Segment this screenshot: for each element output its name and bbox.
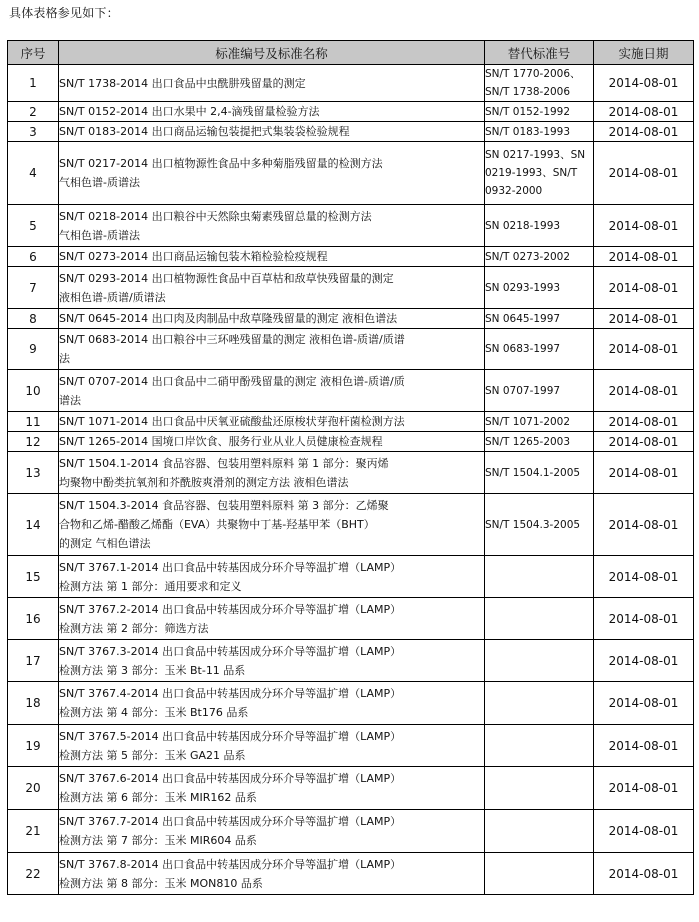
cell-standard-name	[59, 412, 485, 432]
replaced-standard-line: 0219-1993、SN/T	[485, 167, 578, 179]
standard-name-line: 气相色谱-质谱法	[59, 228, 140, 242]
table-row	[8, 205, 694, 247]
table-row	[8, 640, 694, 682]
cell-seq: 10	[8, 370, 59, 412]
standard-name-line: 检测方法 第 4 部分：玉米 Bt176 品系	[59, 706, 249, 719]
cell-seq: 7	[8, 267, 59, 309]
cell-seq: 9	[8, 329, 59, 370]
table-row	[8, 309, 694, 329]
cell-date: 2014-08-01	[594, 853, 694, 895]
cell-standard-name	[59, 767, 485, 810]
cell-seq: 4	[8, 142, 59, 205]
table-row	[8, 725, 694, 767]
replaced-standard-line: SN/T 1265-2003	[485, 435, 571, 448]
standard-name-line: 合物和乙烯-醋酸乙烯酯（EVA）共聚物中丁基-羟基甲苯（BHT）	[59, 518, 375, 531]
standard-name-line: 检测方法 第 6 部分：玉米 MIR162 品系	[59, 791, 257, 804]
cell-date: 2014-08-01	[594, 432, 694, 452]
replaced-standard-line: SN/T 1504.1-2005	[485, 466, 581, 479]
standard-name-line: SN/T 0293-2014 出口植物源性食品中百草枯和敌草快残留量的测定	[59, 271, 394, 285]
replaced-standard-line: SN/T 0273-2002	[485, 250, 571, 263]
cell-replaced-standard	[485, 309, 594, 329]
cell-standard-name	[59, 102, 485, 122]
cell-standard-name	[59, 432, 485, 452]
standard-name-line: SN/T 3767.1-2014 出口食品中转基因成分环介导等温扩增（LAMP）	[59, 560, 402, 574]
cell-standard-name	[59, 309, 485, 329]
cell-replaced-standard	[485, 370, 594, 412]
table-body	[8, 65, 694, 895]
cell-date: 2014-08-01	[594, 810, 694, 853]
replaced-standard-line: SN 0293-1993	[485, 281, 561, 294]
table-row	[8, 102, 694, 122]
standard-name-line: 检测方法 第 1 部分：通用要求和定义	[59, 579, 242, 593]
replaced-standard-line: SN/T 1770-2006、	[485, 68, 581, 80]
standard-name-line: SN/T 1504.3-2014 食品容器、包装用塑料原料 第 3 部分：乙烯聚	[59, 499, 389, 512]
standard-name-line: SN/T 0707-2014 出口食品中二硝甲酚残留量的测定 液相色谱-质谱/质	[59, 374, 405, 388]
cell-seq: 13	[8, 452, 59, 494]
standard-name-line: SN/T 0683-2014 出口粮谷中三环唑残留量的测定 液相色谱-质谱/质谱	[59, 333, 405, 346]
cell-standard-name	[59, 370, 485, 412]
table-row	[8, 267, 694, 309]
cell-standard-name	[59, 810, 485, 853]
cell-seq: 2	[8, 102, 59, 122]
cell-standard-name	[59, 556, 485, 598]
standard-name-line: 检测方法 第 5 部分：玉米 GA21 品系	[59, 748, 246, 762]
standard-name-line: SN/T 0217-2014 出口植物源性食品中多种菊脂残留量的检测方法	[59, 157, 383, 170]
cell-replaced-standard	[485, 810, 594, 853]
standard-name-line: 谱法	[59, 393, 81, 407]
table-row	[8, 122, 694, 142]
table-row	[8, 142, 694, 205]
cell-seq: 11	[8, 412, 59, 432]
cell-seq: 19	[8, 725, 59, 767]
cell-date: 2014-08-01	[594, 682, 694, 725]
cell-date: 2014-08-01	[594, 329, 694, 370]
cell-standard-name	[59, 682, 485, 725]
cell-date: 2014-08-01	[594, 65, 694, 102]
cell-date: 2014-08-01	[594, 247, 694, 267]
cell-seq: 18	[8, 682, 59, 725]
header-replaced: 替代标准号	[485, 41, 594, 65]
standard-name-line: SN/T 1071-2014 出口食品中厌氧亚硫酸盐还原梭状芽孢杆菌检测方法	[59, 415, 405, 428]
cell-replaced-standard	[485, 682, 594, 725]
standard-name-line: 检测方法 第 7 部分：玉米 MIR604 品系	[59, 834, 257, 847]
cell-date: 2014-08-01	[594, 122, 694, 142]
cell-replaced-standard	[485, 102, 594, 122]
cell-standard-name	[59, 598, 485, 640]
table-row	[8, 452, 694, 494]
standard-name-line: SN/T 3767.2-2014 出口食品中转基因成分环介导等温扩增（LAMP）	[59, 602, 402, 616]
table-row	[8, 65, 694, 102]
standard-name-line: SN/T 0183-2014 出口商品运输包装提把式集装袋检验规程	[59, 125, 350, 138]
cell-replaced-standard	[485, 412, 594, 432]
standards-table	[7, 40, 694, 895]
cell-date: 2014-08-01	[594, 494, 694, 556]
table-row	[8, 247, 694, 267]
cell-date: 2014-08-01	[594, 205, 694, 247]
table-row	[8, 329, 694, 370]
cell-seq: 15	[8, 556, 59, 598]
standard-name-line: SN/T 3767.4-2014 出口食品中转基因成分环介导等温扩增（LAMP）	[59, 687, 402, 700]
cell-date: 2014-08-01	[594, 309, 694, 329]
table-row	[8, 432, 694, 452]
header-date: 实施日期	[594, 41, 694, 65]
table-row	[8, 598, 694, 640]
standard-name-line: SN/T 3767.8-2014 出口食品中转基因成分环介导等温扩增（LAMP）	[59, 857, 402, 871]
cell-replaced-standard	[485, 640, 594, 682]
table-row	[8, 767, 694, 810]
cell-standard-name	[59, 329, 485, 370]
standard-name-line: 法	[59, 352, 70, 365]
cell-seq: 14	[8, 494, 59, 556]
cell-date: 2014-08-01	[594, 102, 694, 122]
replaced-standard-line: SN 0218-1993	[485, 219, 561, 232]
intro-text: 具体表格参见如下：	[9, 6, 119, 20]
cell-replaced-standard	[485, 853, 594, 895]
cell-seq: 8	[8, 309, 59, 329]
cell-date: 2014-08-01	[594, 640, 694, 682]
standard-name-line: SN/T 0218-2014 出口粮谷中天然除虫菊素残留总量的检测方法	[59, 209, 372, 223]
cell-date: 2014-08-01	[594, 598, 694, 640]
cell-date: 2014-08-01	[594, 725, 694, 767]
cell-date: 2014-08-01	[594, 556, 694, 598]
cell-standard-name	[59, 725, 485, 767]
standard-name-line: SN/T 1265-2014 国境口岸饮食、服务行业从业人员健康检查规程	[59, 435, 383, 448]
replaced-standard-line: SN 0707-1997	[485, 384, 561, 397]
cell-replaced-standard	[485, 205, 594, 247]
cell-date: 2014-08-01	[594, 452, 694, 494]
header-name: 标准编号及标准名称	[59, 41, 485, 65]
table-row	[8, 810, 694, 853]
cell-standard-name	[59, 205, 485, 247]
standard-name-line: 检测方法 第 8 部分：玉米 MON810 品系	[59, 876, 263, 890]
standard-name-line: 液相色谱-质谱/质谱法	[59, 290, 166, 304]
cell-replaced-standard	[485, 725, 594, 767]
cell-seq: 6	[8, 247, 59, 267]
cell-standard-name	[59, 122, 485, 142]
replaced-standard-line: SN/T 0152-1992	[485, 105, 571, 118]
replaced-standard-line: SN/T 1738-2006	[485, 86, 571, 98]
standard-name-line: 的测定 气相色谱法	[59, 537, 151, 550]
cell-date: 2014-08-01	[594, 412, 694, 432]
cell-standard-name	[59, 494, 485, 556]
standard-name-line: SN/T 3767.6-2014 出口食品中转基因成分环介导等温扩增（LAMP）	[59, 772, 402, 785]
cell-replaced-standard	[485, 65, 594, 102]
cell-date: 2014-08-01	[594, 767, 694, 810]
standard-name-line: 检测方法 第 3 部分：玉米 Bt-11 品系	[59, 663, 246, 677]
cell-seq: 1	[8, 65, 59, 102]
standard-name-line: SN/T 0273-2014 出口商品运输包装木箱检验检疫规程	[59, 250, 328, 263]
cell-replaced-standard	[485, 556, 594, 598]
replaced-standard-line: 0932-2000	[485, 185, 543, 197]
table-row	[8, 370, 694, 412]
replaced-standard-line: SN/T 0183-1993	[485, 125, 571, 138]
replaced-standard-line: SN 0683-1997	[485, 343, 561, 355]
cell-standard-name	[59, 247, 485, 267]
cell-replaced-standard	[485, 452, 594, 494]
standard-name-line: SN/T 0645-2014 出口肉及肉制品中敌草隆残留量的测定 液相色谱法	[59, 312, 398, 325]
cell-seq: 12	[8, 432, 59, 452]
cell-replaced-standard	[485, 329, 594, 370]
standard-name-line: SN/T 3767.5-2014 出口食品中转基因成分环介导等温扩增（LAMP）	[59, 729, 402, 743]
standard-name-line: 均聚物中酚类抗氧剂和芥酰胺爽滑剂的测定方法 液相色谱法	[59, 475, 349, 489]
table-row	[8, 412, 694, 432]
standard-name-line: SN/T 3767.7-2014 出口食品中转基因成分环介导等温扩增（LAMP）	[59, 815, 402, 828]
cell-date: 2014-08-01	[594, 370, 694, 412]
table-row	[8, 853, 694, 895]
cell-seq: 3	[8, 122, 59, 142]
cell-replaced-standard	[485, 432, 594, 452]
cell-date: 2014-08-01	[594, 267, 694, 309]
table-row	[8, 682, 694, 725]
replaced-standard-line: SN/T 1504.3-2005	[485, 518, 581, 531]
cell-replaced-standard	[485, 247, 594, 267]
standard-name-line: 检测方法 第 2 部分：筛选方法	[59, 621, 209, 635]
cell-standard-name	[59, 65, 485, 102]
standard-name-line: SN/T 0152-2014 出口水果中 2,4-滴残留量检验方法	[59, 105, 320, 118]
cell-replaced-standard	[485, 598, 594, 640]
cell-seq: 22	[8, 853, 59, 895]
cell-standard-name	[59, 640, 485, 682]
cell-replaced-standard	[485, 142, 594, 205]
replaced-standard-line: SN 0217-1993、SN	[485, 149, 586, 161]
replaced-standard-line: SN 0645-1997	[485, 312, 561, 325]
cell-seq: 17	[8, 640, 59, 682]
table-header-row	[8, 41, 694, 65]
standard-name-line: SN/T 1738-2014 出口食品中虫酰肼残留量的测定	[59, 76, 306, 90]
cell-standard-name	[59, 452, 485, 494]
cell-replaced-standard	[485, 267, 594, 309]
standard-name-line: SN/T 3767.3-2014 出口食品中转基因成分环介导等温扩增（LAMP）	[59, 644, 402, 658]
cell-standard-name	[59, 142, 485, 205]
standard-name-line: 气相色谱-质谱法	[59, 176, 140, 189]
cell-seq: 5	[8, 205, 59, 247]
cell-standard-name	[59, 267, 485, 309]
cell-standard-name	[59, 853, 485, 895]
cell-replaced-standard	[485, 767, 594, 810]
cell-seq: 16	[8, 598, 59, 640]
table-row	[8, 494, 694, 556]
standard-name-line: SN/T 1504.1-2014 食品容器、包装用塑料原料 第 1 部分：聚丙烯	[59, 456, 389, 470]
replaced-standard-line: SN/T 1071-2002	[485, 415, 571, 428]
cell-seq: 20	[8, 767, 59, 810]
cell-seq: 21	[8, 810, 59, 853]
header-seq: 序号	[8, 41, 59, 65]
table-row	[8, 556, 694, 598]
cell-date: 2014-08-01	[594, 142, 694, 205]
cell-replaced-standard	[485, 494, 594, 556]
cell-replaced-standard	[485, 122, 594, 142]
